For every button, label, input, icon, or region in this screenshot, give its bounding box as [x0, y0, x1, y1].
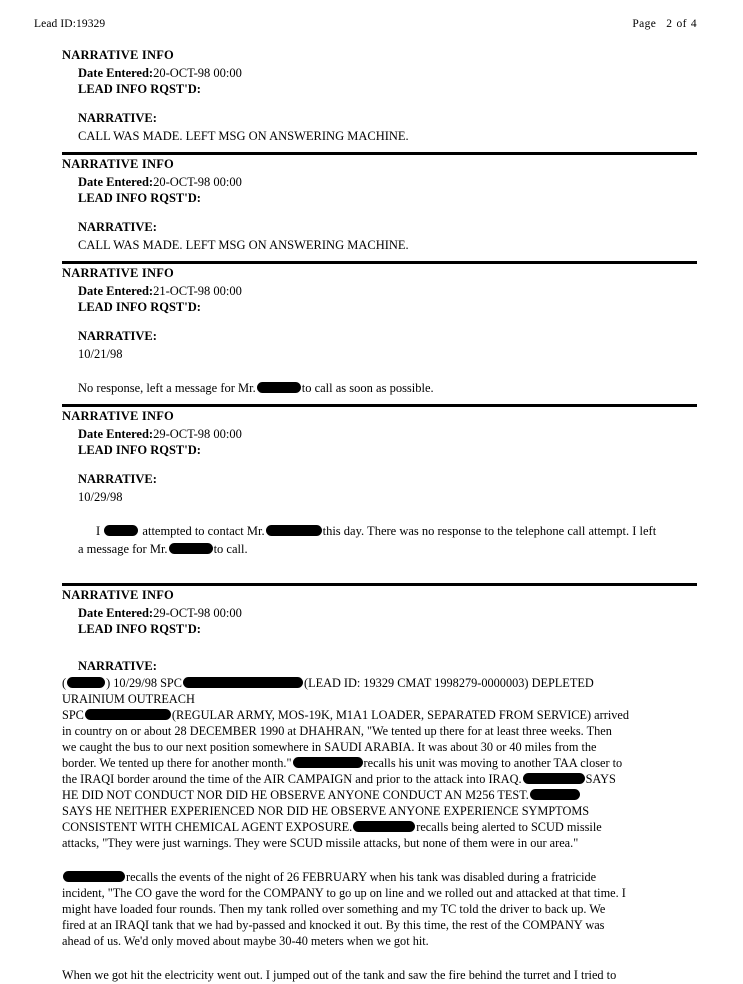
narrative-paragraph	[62, 676, 697, 852]
date-entered-label: Date Entered:	[78, 66, 154, 80]
document-body	[62, 48, 697, 984]
narrative-text	[78, 380, 697, 396]
date-entered-value: 21-OCT-98 00:00	[153, 284, 242, 298]
narrative-text-b1l8pre: HE DID NOT CONDUCT NOR DID HE OBSERVE ANYONE CONDUCT AN M256 TEST.	[62, 787, 529, 802]
narrative-text-p5: to call.	[213, 542, 248, 556]
narrative-section	[62, 583, 697, 984]
narrative-text-b3l1: When we got hit the electricity went out. I jumped out of the tank and saw the fire behind the turret and I tried to	[62, 967, 617, 982]
date-entered-label: Date Entered:	[78, 427, 154, 441]
narrative-date: 10/21/98	[78, 347, 123, 361]
section-divider	[62, 404, 697, 407]
lead-info-label: LEAD INFO RQST'D:	[78, 443, 201, 457]
redaction-bar	[530, 789, 580, 800]
lead-id-label: Lead ID:	[34, 18, 76, 30]
redaction-bar	[169, 543, 213, 554]
redaction-bar	[523, 773, 585, 784]
date-entered-field	[78, 66, 697, 81]
narrative-text-b1l2: URAINIUM OUTREACH	[62, 691, 195, 706]
date-entered-field	[78, 175, 697, 190]
page-total: 4	[690, 18, 697, 30]
date-entered-label: Date Entered:	[78, 284, 154, 298]
lead-info-label: LEAD INFO RQST'D:	[78, 82, 201, 96]
page-header	[34, 18, 715, 30]
narrative-text-p3: this day. There was no response to the telephone call attempt. I left	[322, 524, 657, 538]
narrative-text: CALL WAS MADE. LEFT MSG ON ANSWERING MACHINE.	[78, 129, 409, 143]
lead-info-field	[78, 191, 697, 206]
narrative-text-post: to call as soon as possible.	[301, 381, 434, 395]
narrative-text-p2: attempted to contact Mr.	[142, 524, 265, 538]
page-current: 2	[666, 18, 673, 30]
date-entered-field	[78, 427, 697, 442]
date-entered-value: 20-OCT-98 00:00	[153, 175, 242, 189]
date-entered-value: 29-OCT-98 00:00	[153, 606, 242, 620]
narrative-text-b1l10pre: CONSISTENT WITH CHEMICAL AGENT EXPOSURE.	[62, 819, 353, 834]
narrative-text-b2l3: might have loaded four rounds. Then my tank rolled over something and my TC told the driver to back up. We	[62, 901, 606, 916]
narrative-section	[62, 48, 697, 152]
narrative-text-b1l7post: SAYS	[585, 771, 616, 786]
narrative-paragraph	[62, 968, 697, 984]
narrative-text	[78, 523, 697, 539]
narrative-section	[62, 404, 697, 583]
lead-info-field	[78, 622, 697, 637]
section-divider	[62, 583, 697, 586]
section-title: NARRATIVE INFO	[62, 48, 174, 62]
date-entered-field	[78, 606, 697, 621]
narrative-text-b1l10post: recalls being alerted to SCUD missile	[416, 819, 602, 834]
redaction-bar	[183, 677, 303, 688]
page-number	[632, 18, 697, 30]
section-divider	[62, 152, 697, 155]
lead-info-field	[78, 443, 697, 458]
section-title: NARRATIVE INFO	[62, 266, 174, 280]
narrative-text-b2l2: incident, "The CO gave the word for the COMPANY to go up on line and we rolled out and attacked at that time. I	[62, 885, 626, 900]
section-title: NARRATIVE INFO	[62, 588, 174, 602]
narrative-label: NARRATIVE:	[78, 329, 157, 343]
narrative-text-b1l3pre: SPC	[62, 707, 84, 722]
section-divider	[62, 261, 697, 264]
narrative-label: NARRATIVE:	[78, 111, 157, 125]
narrative-label: NARRATIVE:	[78, 220, 157, 234]
narrative-label: NARRATIVE:	[78, 472, 157, 486]
narrative-date: 10/29/98	[78, 490, 123, 504]
narrative-text: CALL WAS MADE. LEFT MSG ON ANSWERING MACHINE.	[78, 238, 409, 252]
lead-id	[34, 18, 105, 30]
lead-info-field	[78, 300, 697, 315]
redaction-bar	[257, 382, 301, 393]
redaction-bar	[353, 821, 415, 832]
date-entered-label: Date Entered:	[78, 606, 154, 620]
narrative-text-b2l5: ahead of us. We'd only moved about maybe 30-40 meters when we got hit.	[62, 933, 429, 948]
narrative-text-b1l6pre: border. We tented up there for another month."	[62, 755, 292, 770]
narrative-text-b1l5: we caught the bus to our next position somewhere in SAUDI ARABIA. It was about 30 or 40 miles from the	[62, 739, 597, 754]
date-entered-label: Date Entered:	[78, 175, 154, 189]
redaction-bar	[266, 525, 322, 536]
narrative-text-b1l6post: recalls his unit was moving to another TAA closer to	[363, 755, 623, 770]
narrative-text-b2l1post: recalls the events of the night of 26 FEBRUARY when his tank was disabled during a fratricide	[126, 869, 597, 884]
lead-info-label: LEAD INFO RQST'D:	[78, 622, 201, 636]
section-title: NARRATIVE INFO	[62, 157, 174, 171]
narrative-section	[62, 152, 697, 261]
date-entered-value: 20-OCT-98 00:00	[153, 66, 242, 80]
narrative-text-open-paren: (	[62, 676, 67, 690]
redaction-bar	[63, 871, 125, 882]
redaction-bar	[293, 757, 363, 768]
lead-info-field	[78, 82, 697, 97]
narrative-text-b1l7pre: the IRAQI border around the time of the AIR CAMPAIGN and prior to the attack into IRAQ.	[62, 771, 522, 786]
narrative-text-b1l4: in country on or about 28 DECEMBER 1990 at DHAHRAN, "We tented up there for at least three weeks. Then	[62, 723, 612, 738]
page-word: Page	[632, 18, 657, 30]
narrative-text	[78, 541, 697, 557]
narrative-text-b1l9: SAYS HE NEITHER EXPERIENCED NOR DID HE OBSERVE ANYONE EXPERIENCE SYMPTOMS	[62, 803, 590, 818]
narrative-text-pre: No response, left a message for Mr.	[78, 381, 256, 395]
narrative-label: NARRATIVE:	[78, 659, 157, 673]
narrative-text-b1l11: attacks, "They were just warnings. They were SCUD missile attacks, but none of them were in our area."	[62, 835, 579, 850]
narrative-text-b1post: (LEAD ID: 19329 CMAT 1998279-0000003) DEPLETED	[303, 676, 594, 690]
narrative-text-p4: a message for Mr.	[78, 542, 168, 556]
narrative-section	[62, 261, 697, 404]
redaction-bar	[85, 709, 171, 720]
page-of: of	[676, 18, 687, 30]
narrative-text-b1l3post: (REGULAR ARMY, MOS-19K, M1A1 LOADER, SEPARATED FROM SERVICE) arrived	[171, 707, 629, 722]
lead-id-value: 19329	[76, 18, 106, 30]
lead-info-label: LEAD INFO RQST'D:	[78, 191, 201, 205]
date-entered-field	[78, 284, 697, 299]
narrative-text-p1: I	[96, 524, 101, 538]
narrative-text-b1mid: ) 10/29/98 SPC	[106, 676, 182, 690]
lead-info-label: LEAD INFO RQST'D:	[78, 300, 201, 314]
narrative-paragraph	[62, 870, 697, 950]
date-entered-value: 29-OCT-98 00:00	[153, 427, 242, 441]
redaction-bar	[104, 525, 138, 536]
section-title: NARRATIVE INFO	[62, 409, 174, 423]
redaction-bar	[67, 677, 105, 688]
narrative-text-b2l4: fired at an IRAQI tank that we had by-passed and knocked it out. By this time, the rest of the COMPANY was	[62, 917, 605, 932]
